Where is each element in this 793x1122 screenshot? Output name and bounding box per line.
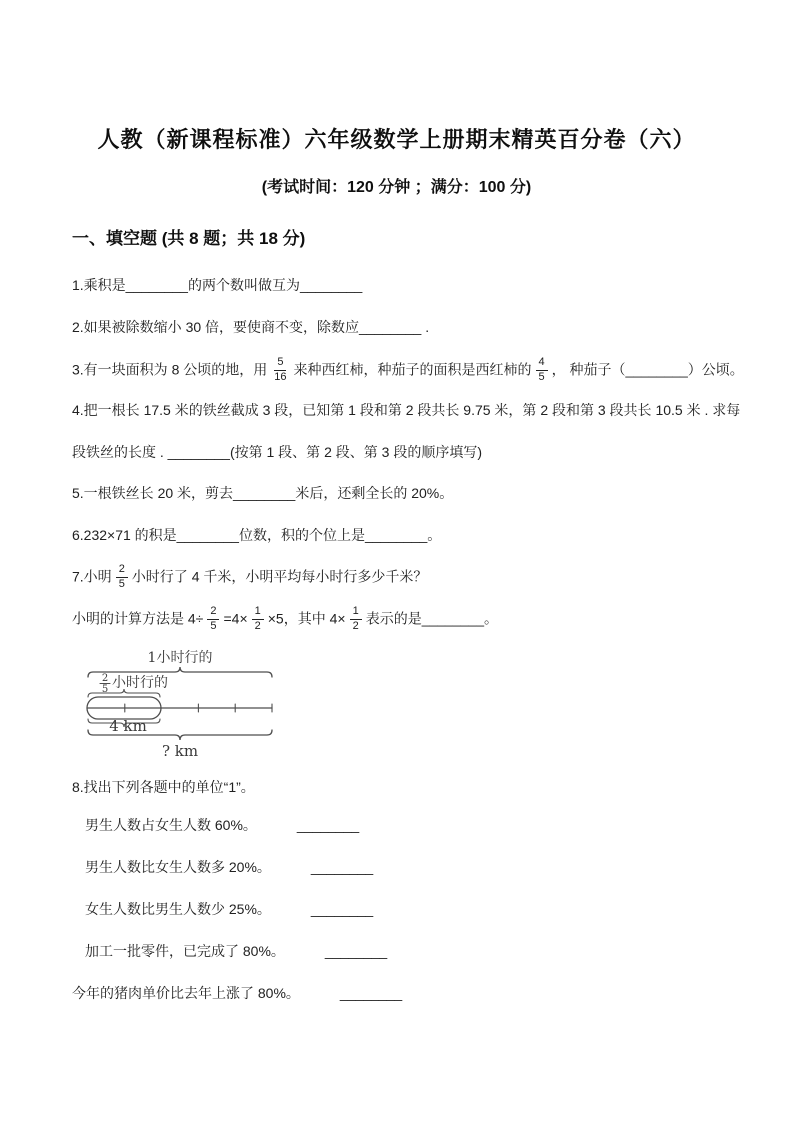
item-text: 男生人数比女生人数多 20%。 xyxy=(85,859,271,875)
diagram-part-time-label: 小时行的 xyxy=(112,675,168,691)
question-2: 2.如果被除数缩小 30 倍，要使商不变，除数应________ . xyxy=(72,319,430,335)
method-text: ×5，其中 4× xyxy=(267,610,346,627)
item-text: 加工一批零件，已完成了 80%。 xyxy=(85,943,285,959)
question-7-text: 7.小明 xyxy=(72,568,112,585)
item-text: 女生人数比男生人数少 25%。 xyxy=(85,901,271,917)
fraction: $\frac{1}{2}$ xyxy=(350,606,362,632)
question-7 xyxy=(72,565,427,591)
question-4-line1: 4.把一根长 17.5 米的铁丝截成 3 段，已知第 1 段和第 2 段共长 9.75 米，第 2 段和第 3 段共长 10.5 米 . 求每 xyxy=(72,402,741,418)
question-8-item-1 xyxy=(85,815,359,835)
blank-line: ________ xyxy=(339,985,403,1001)
diagram-fraction-denominator: 5 xyxy=(101,684,109,695)
fraction: $\frac{5}{16}$ xyxy=(274,356,287,383)
item-text: 今年的猪肉单价比去年上涨了 80%。 xyxy=(72,985,300,1001)
fraction: $\frac{2}{5}$ xyxy=(116,564,128,590)
diagram-fraction-numerator: 2 xyxy=(101,673,109,684)
fraction: $\frac{2}{5}$ xyxy=(207,606,219,632)
blank-line: ________ xyxy=(310,859,374,875)
question-8-item-5 xyxy=(72,983,402,1003)
fraction: $\frac{1}{2}$ xyxy=(252,606,264,632)
question-3 xyxy=(72,358,744,384)
page-title: 人教（新课程标准）六年级数学上册期末精英百分卷（六） xyxy=(97,127,696,152)
question-8-header: 8.找出下列各题中的单位“1”。 xyxy=(72,779,255,795)
question-3-text: 3.有一块面积为 8 公顷的地，用 xyxy=(72,361,268,378)
blank-line: ________ xyxy=(324,943,388,959)
question-7-method xyxy=(72,607,498,633)
question-5: 5.一根铁丝长 20 米，剪去________米后，还剩全长的 20%。 xyxy=(72,485,454,501)
item-text: 男生人数占女生人数 60%。 xyxy=(85,817,257,833)
method-text: 表示的是________。 xyxy=(365,610,498,627)
question-3-text: ， 种茄子（________）公顷。 xyxy=(551,361,744,378)
question-8-item-3 xyxy=(85,899,373,919)
diagram-part-distance-label: 4 km xyxy=(109,717,147,735)
question-8-item-4 xyxy=(85,941,387,961)
question-6: 6.232×71 的积是________位数，积的个位上是________。 xyxy=(72,527,442,543)
line-segment-diagram xyxy=(78,640,318,764)
fraction: $\frac{4}{5}$ xyxy=(536,357,548,383)
blank-line: ________ xyxy=(310,901,374,917)
method-text: 小明的计算方法是 4÷ xyxy=(72,610,204,627)
diagram-total-time-label: 1小时行的 xyxy=(147,650,213,666)
blank-line: ________ xyxy=(296,817,360,833)
question-4-line2: 段铁丝的长度 . ________(按第 1 段、第 2 段、第 3 段的顺序填写) xyxy=(72,444,482,460)
question-1: 1.乘积是________的两个数叫做互为________ xyxy=(72,277,363,293)
diagram-total-distance-label: ? km xyxy=(161,742,199,760)
section-heading: 一、填空题 (共 8 题；共 18 分) xyxy=(72,229,306,248)
question-3-text: 来种西红柿，种茄子的面积是西红柿的 xyxy=(293,361,532,378)
question-8-item-2 xyxy=(85,857,373,877)
method-text: =4× xyxy=(223,610,248,627)
exam-info: (考试时间：120 分钟 ；满分：100 分) xyxy=(261,179,532,196)
question-7-text: 小时行了 4 千米，小明平均每小时行多少千米？ xyxy=(131,568,428,585)
